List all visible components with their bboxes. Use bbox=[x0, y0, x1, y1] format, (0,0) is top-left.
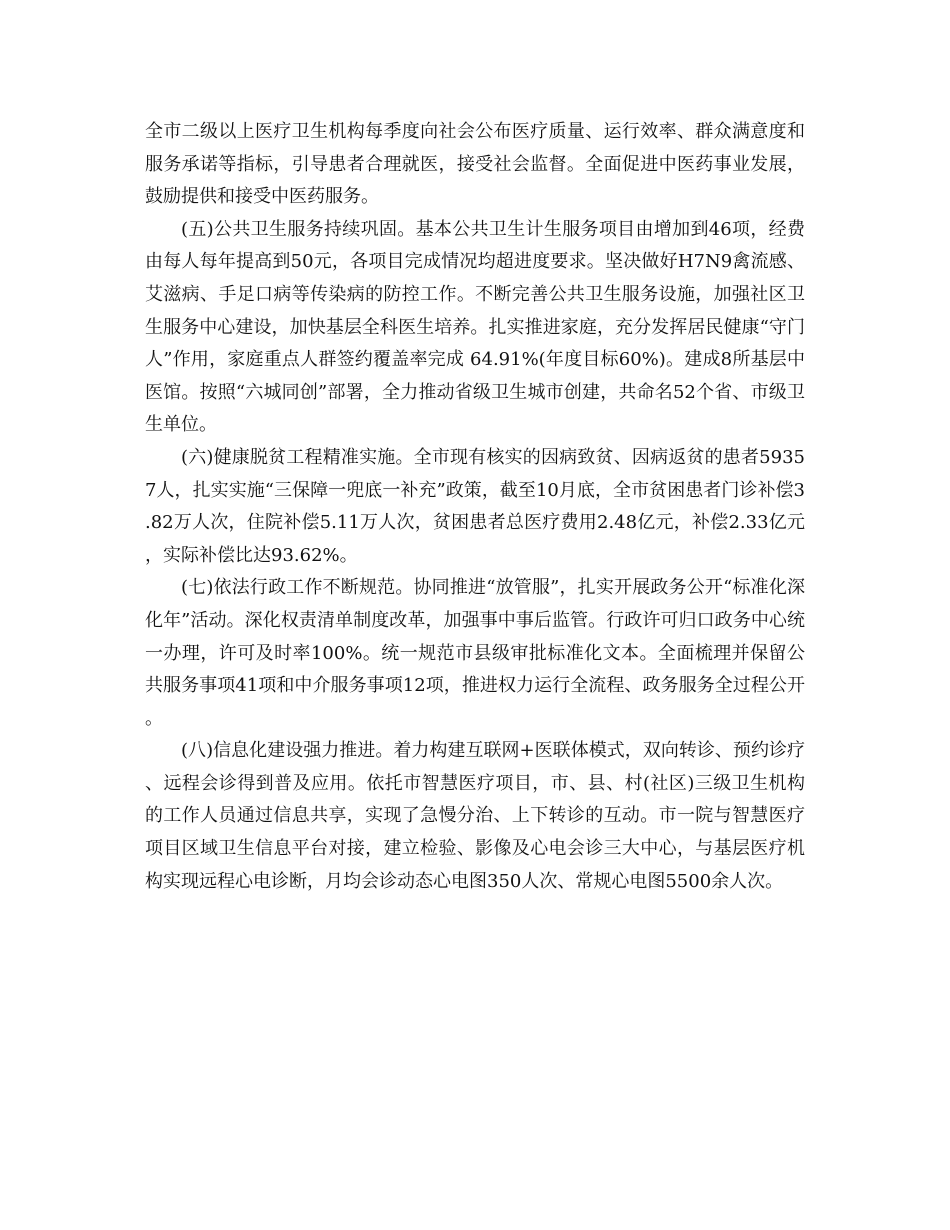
paragraph-section-7-administration: (七)依法行政工作不断规范。协同推进“放管服”，扎实开展政务公开“标准化深化年”活动。深化权责清单制度改革，加强事中事后监管。行政许可归口政务中心统一办理，许可及时率100%。统一规范市县级审批标准化文本。全面梳理并保留公共服务事项41项和中介服务事项12项，推进权力运行全流程、政务服务全过程公开。 bbox=[145, 577, 805, 729]
paragraph-section-8-informatization: (八)信息化建设强力推进。着力构建互联网+医联体模式，双向转诊、预约诊疗、远程会诊得到普及应用。依托市智慧医疗项目，市、县、村(社区)三级卫生机构的工作人员通过信息共享，实现了急慢分治、上下转诊的互动。市一院与智慧医疗项目区域卫生信息平台对接，建立检验、影像及心电会诊三大中心，与基层医疗机构实现远程心电诊断，月均会诊动态心电图350人次、常规心电图5500余人次。 bbox=[145, 740, 805, 892]
document-body bbox=[145, 116, 805, 898]
paragraph-section-6-poverty-alleviation: (六)健康脱贫工程精准实施。全市现有核实的因病致贫、因病返贫的患者59357人，扎实实施“三保障一兜底一补充”政策，截至10月底，全市贫困患者门诊补偿3.82万人次，住院补偿5.11万人次，贫困患者总医疗费用2.48亿元，补偿2.33亿元，实际补偿比达93.62%。 bbox=[145, 446, 805, 566]
paragraph-intro-continuation: 全市二级以上医疗卫生机构每季度向社会公布医疗质量、运行效率、群众满意度和服务承诺等指标，引导患者合理就医，接受社会监督。全面促进中医药事业发展，鼓励提供和接受中医药服务。 bbox=[145, 121, 805, 208]
paragraph-section-5-public-health: (五)公共卫生服务持续巩固。基本公共卫生计生服务项目由增加到46项，经费由每人每年提高到50元，各项目完成情况均超进度要求。坚决做好H7N9禽流感、艾滋病、手足口病等传染病的防控工作。不断完善公共卫生服务设施，加强社区卫生服务中心建设，加快基层全科医生培养。扎实推进家庭，充分发挥居民健康“守门人”作用，家庭重点人群签约覆盖率完成 64.91%(年度目标60%)。建成8所基层中医馆。按照“六城同创”部署，全力推动省级卫生城市创建，共命名52个省、市级卫生单位。 bbox=[145, 218, 805, 436]
